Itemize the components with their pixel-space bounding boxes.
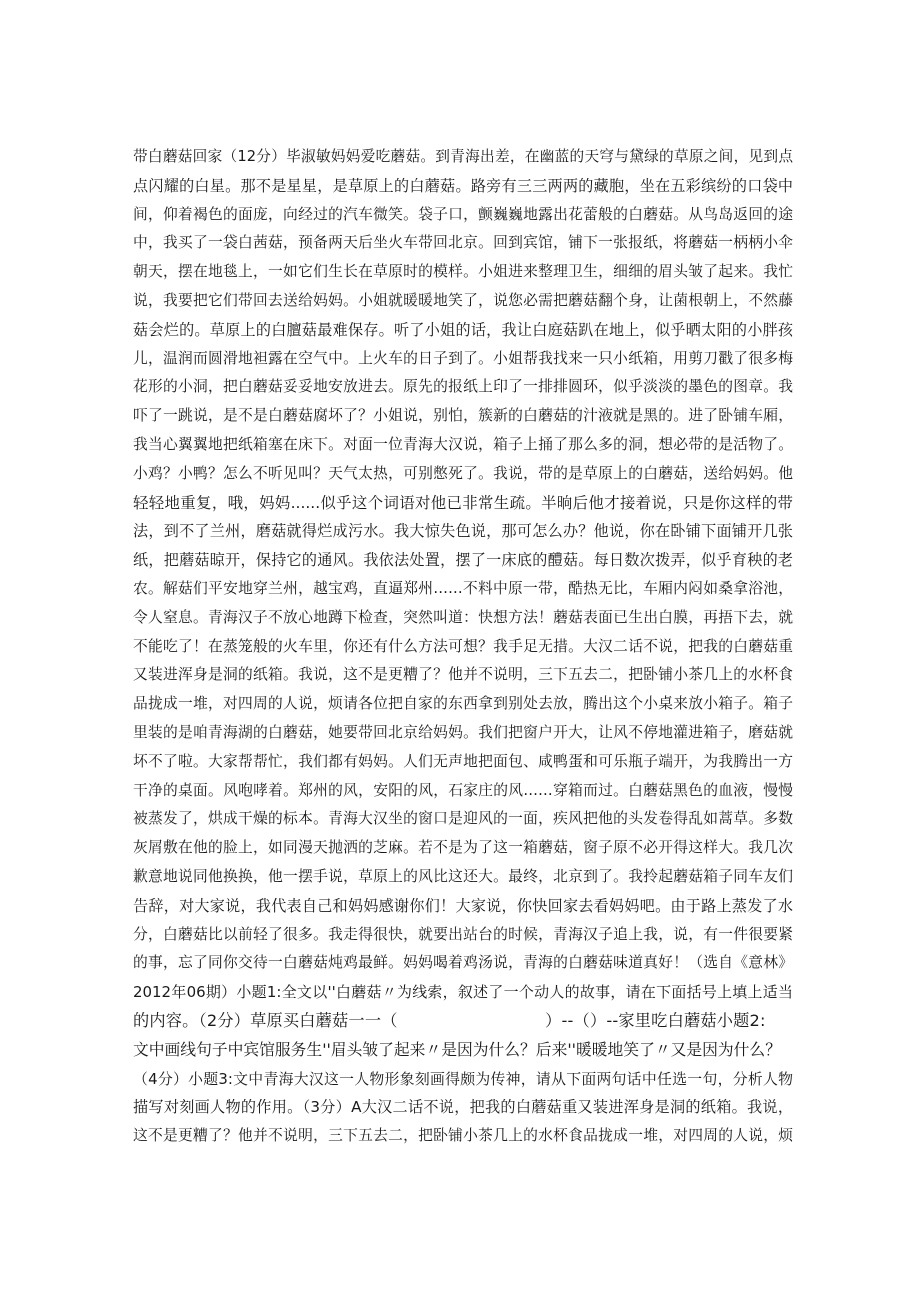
text-line: 法，到不了兰州，磨菇就得烂成污水。我大惊失色说，那可怎么办？他说，你在卧铺下面铺开几张: [133, 522, 793, 541]
text-line: 间，仰着褐色的面庞，向经过的汽车微笑。袋子口，颤巍巍地露出花蕾般的白蘑菇。从鸟岛返回的途: [133, 205, 793, 223]
text-line: 吓了一跳说，是不是白蘑菇腐坏了？小姐说，别怕，簇新的白蘑菇的汁液就是黑的。进了卧铺车厢，: [133, 407, 793, 425]
article-body: [133, 143, 793, 1151]
text-line: 小鸡？小鸭？怎么不听见叫？天气太热，可别憋死了。我说，带的是草原上的白蘑菇，送给妈妈。他: [133, 464, 793, 482]
text-line: 中，我买了一袋白茜菇，预备两天后坐火车带回北京。回到宾馆，铺下一张报纸，将蘑菇一柄柄小伞: [133, 234, 793, 252]
text-line: 歉意地说同他换换，他一摆手说，草原上的风比这还大。最终，北京到了。我拎起蘑菇箱子同车友们: [133, 867, 793, 885]
text-line: 里装的是咱青海湖的白蘑菇，她要带回北京给妈妈。我们把窗户开大，让风不停地灌进箱子，磨菇就: [133, 723, 793, 741]
text-line: 点闪耀的白星。那不是星星，是草原上的白蘑菇。路旁有三三两两的藏胞，坐在五彩缤纷的口袋中: [133, 176, 793, 195]
text-line: 又装进浑身是洞的纸箱。我说，这不是更糟了？他并不说明，三下五去二，把卧铺小茶几上的水杯食: [133, 666, 793, 684]
text-line: 文中画线句子中宾馆服务生''眉头皱了起来〃是因为什么？后来''暖暖地笑了〃又是因为什么？: [133, 1039, 781, 1059]
text-line: 品拢成一堆，对四周的人说，烦请各位把自家的东西拿到别处去放，腾出这个小桌来放小箱子。箱子: [133, 695, 793, 713]
text-line: 这不是更糟了？他并不说明，三下五去二，把卧铺小茶几上的水杯食品拢成一堆，对四周的人说，烦: [133, 1127, 793, 1145]
text-line: 2012年06期）小题1:全文以''白蘑菇〃为线索，叙述了一个动人的故事，请在下面括号上填上适当: [133, 983, 793, 1002]
text-line: 令人窒息。青海汉子不放心地蹲下检查，突然叫道：快想方法！蘑菇表面已生出白膜，再捂下去，就: [133, 608, 793, 626]
text-line: （4分）小题3:文中青海大汉这一人物形象刻画得颇为传神，请从下面两句话中任选一句，分析人物: [133, 1069, 793, 1088]
text-line: 不能吃了！在蒸笼般的火车里，你还有什么方法可想？我手足无措。大汉二话不说，把我的白蘑菇重: [133, 637, 793, 655]
text-line: 分，白蘑菇比以前轻了很多。我走得很快，就要出站台的时候，青海汉子追上我，说，有一件很要紧: [133, 925, 793, 943]
text-line: 儿，温润而圆滑地袒露在空气中。上火车的日子到了。小姐帮我找来一只小纸箱，用剪刀戳了很多梅: [133, 349, 793, 367]
text-line: 被蒸发了，烘成干燥的标本。青海大汉坐的窗口是迎风的一面，疾风把他的头发卷得乱如蒿草。多数: [133, 810, 793, 828]
text-line: 灰屑敷在他的脸上，如同漫天抛洒的芝麻。若不是为了这一箱蘑菇，窗子原不必开得这样大。我几次: [133, 839, 793, 857]
text-line: 描写对刻画人物的作用。（3分）A大汉二话不说，把我的白蘑菇重又装进浑身是洞的纸箱。我说，: [133, 1098, 793, 1117]
text-line: 告辞，对大家说，我代表自己和妈妈感谢你们！大家说，你快回家去看妈妈吧。由于路上蒸发了水: [133, 896, 793, 915]
text-line: 轻轻地重复，哦，妈妈......似乎这个词语对他已非常生疏。半晌后他才接着说，只是你这样的带: [133, 493, 793, 512]
text-line: 的内容。（2分）草原买白蘑菇一一（ ）--（）--家里吃白蘑菇小题2:: [133, 1010, 766, 1030]
text-line: 我当心翼翼地把纸箱塞在床下。对面一位青海大汉说，箱子上捅了那么多的洞，想必带的是活物了。: [133, 435, 793, 453]
text-line: 菇会烂的。草原上的白膻菇最难保存。听了小姐的话，我让白庭菇趴在地上，似乎晒太阳的小胖孩: [133, 320, 793, 339]
text-line: 纸，把蘑菇晾开，保持它的通风。我依法处置，摆了一床底的醴菇。每日数次拨弄，似乎育秧的老: [133, 551, 793, 570]
text-line: 干净的桌面。风咆哮着。郑州的风，安阳的风，石家庄的风……穿箱而过。白蘑菇黑色的血液，慢慢: [133, 781, 793, 799]
text-line: 说，我要把它们带回去送给妈妈。小姐就暖暖地笑了，说您必需把蘑菇翻个身，让菌根朝上，不然藤: [133, 291, 793, 309]
text-line: 朝天，摆在地毯上，一如它们生长在草原时的模样。小姐进来整理卫生，细细的眉头皱了起来。我忙: [133, 263, 793, 281]
text-line: 的事，忘了同你交待一白蘑菇炖鸡最鲜。妈妈喝着鸡汤说，青海的白蘑菇味道真好！（选自《意林》: [133, 954, 793, 972]
text-line: 坏不了啦。大家帮帮忙，我们都有妈妈。人们无声地把面包、咸鸭蛋和可乐瓶子端开，为我腾出一方: [133, 752, 793, 770]
text-line: 花形的小洞，把白蘑菇妥妥地安放进去。原先的报纸上印了一排排圆环，似乎淡淡的墨色的图章。我: [133, 378, 793, 396]
text-line: 带白蘑菇回家（12分）毕淑敏妈妈爱吃蘑菇。到青海出差，在幽蓝的天穹与黛绿的草原之间，见到点: [133, 148, 793, 165]
text-line: 农。解菇们平安地穿兰州，越宝鸡，直逼郑州……不料中原一带，酷热无比，车厢内闷如桑拿浴池，: [133, 579, 793, 597]
